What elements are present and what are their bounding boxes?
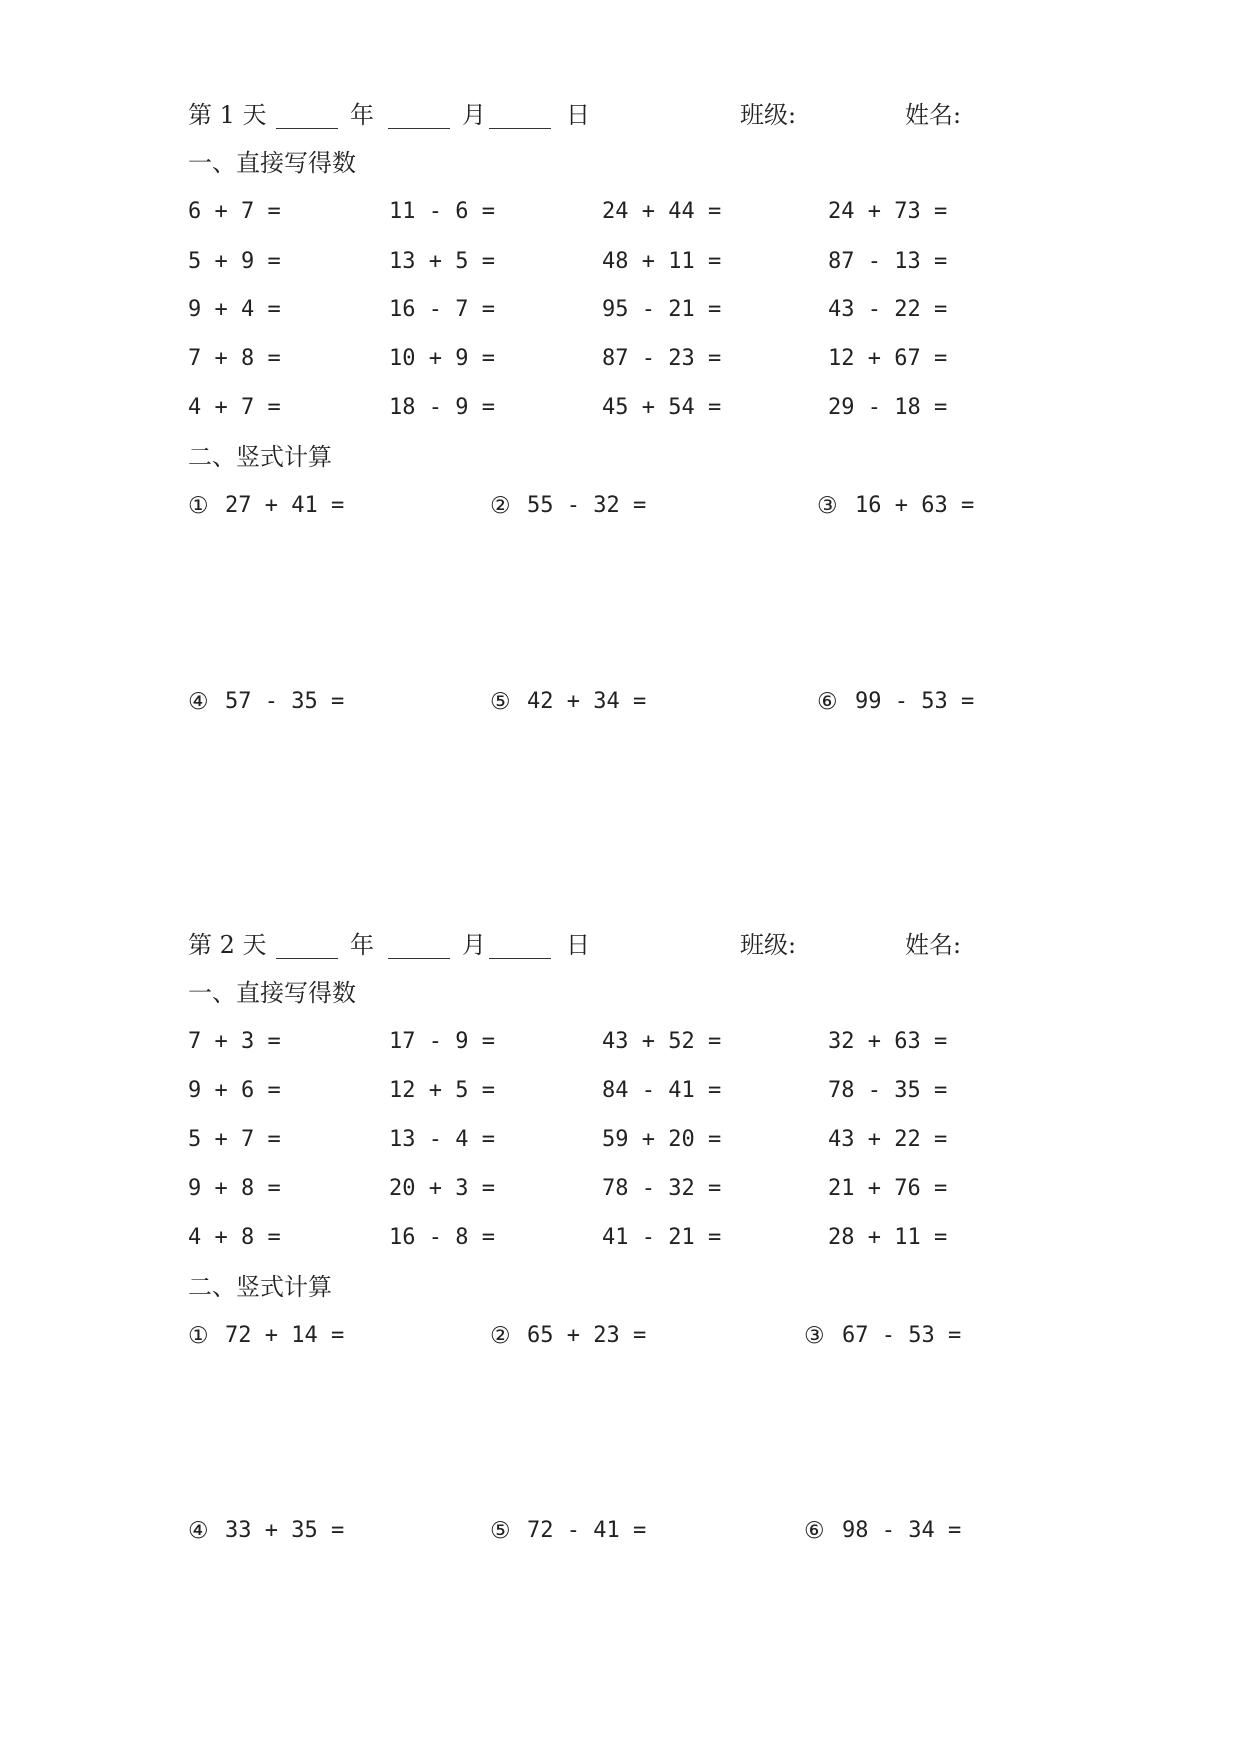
oral-problem: 13 + 5 = xyxy=(389,249,495,274)
year-blank[interactable] xyxy=(276,958,338,959)
oral-problem: 20 + 3 = xyxy=(389,1176,495,1201)
vertical-problem: 57 - 35 = xyxy=(225,689,345,714)
oral-problem: 21 + 76 = xyxy=(828,1176,948,1201)
oral-problem: 7 + 8 = xyxy=(188,346,281,371)
problem-number: ⑥ xyxy=(817,689,838,715)
vertical-problem: 16 + 63 = xyxy=(855,493,975,518)
month-blank[interactable] xyxy=(388,128,450,129)
date-blank[interactable] xyxy=(489,958,551,959)
oral-problem: 18 - 9 = xyxy=(389,395,495,420)
month-label: 月 xyxy=(462,931,486,959)
oral-problem: 87 - 23 = xyxy=(602,346,722,371)
oral-problem: 43 + 22 = xyxy=(828,1127,948,1152)
month-blank[interactable] xyxy=(388,958,450,959)
oral-problem: 13 - 4 = xyxy=(389,1127,495,1152)
oral-problem: 78 - 35 = xyxy=(828,1078,948,1103)
day-1-section xyxy=(0,0,1240,840)
vertical-problem: 42 + 34 = xyxy=(527,689,647,714)
oral-problem: 48 + 11 = xyxy=(602,249,722,274)
section-2-title: 二、竖式计算 xyxy=(188,1273,332,1301)
year-label: 年 xyxy=(350,931,374,959)
oral-problem: 11 - 6 = xyxy=(389,199,495,224)
name-label: 姓名: xyxy=(905,101,962,129)
oral-problem: 95 - 21 = xyxy=(602,297,722,322)
oral-problem: 9 + 6 = xyxy=(188,1078,281,1103)
problem-number: ⑥ xyxy=(804,1518,825,1544)
problem-number: ④ xyxy=(188,689,209,715)
section-1-title: 一、直接写得数 xyxy=(188,979,356,1007)
oral-problem: 7 + 3 = xyxy=(188,1029,281,1054)
oral-problem: 6 + 7 = xyxy=(188,199,281,224)
vertical-problem: 67 - 53 = xyxy=(842,1323,962,1348)
problem-number: ① xyxy=(188,493,209,519)
oral-problem: 5 + 9 = xyxy=(188,249,281,274)
problem-number: ② xyxy=(490,493,511,519)
problem-number: ④ xyxy=(188,1518,209,1544)
problem-number: ⑤ xyxy=(490,1518,511,1544)
date-blank[interactable] xyxy=(489,128,551,129)
oral-problem: 9 + 8 = xyxy=(188,1176,281,1201)
vertical-problem: 33 + 35 = xyxy=(225,1518,345,1543)
year-blank[interactable] xyxy=(276,128,338,129)
vertical-problem: 99 - 53 = xyxy=(855,689,975,714)
oral-problem: 10 + 9 = xyxy=(389,346,495,371)
oral-problem: 28 + 11 = xyxy=(828,1225,948,1250)
vertical-problem: 72 + 14 = xyxy=(225,1323,345,1348)
oral-problem: 5 + 7 = xyxy=(188,1127,281,1152)
vertical-problem: 65 + 23 = xyxy=(527,1323,647,1348)
oral-problem: 16 - 8 = xyxy=(389,1225,495,1250)
oral-problem: 84 - 41 = xyxy=(602,1078,722,1103)
day-label: 第 2 天 xyxy=(188,931,267,959)
month-label: 月 xyxy=(462,101,486,129)
vertical-problem: 98 - 34 = xyxy=(842,1518,962,1543)
day-suffix-label: 日 xyxy=(566,101,590,129)
vertical-problem: 55 - 32 = xyxy=(527,493,647,518)
oral-problem: 29 - 18 = xyxy=(828,395,948,420)
day-suffix-label: 日 xyxy=(566,931,590,959)
oral-problem: 16 - 7 = xyxy=(389,297,495,322)
problem-number: ③ xyxy=(817,493,838,519)
oral-problem: 59 + 20 = xyxy=(602,1127,722,1152)
problem-number: ① xyxy=(188,1323,209,1349)
oral-problem: 32 + 63 = xyxy=(828,1029,948,1054)
vertical-problem: 27 + 41 = xyxy=(225,493,345,518)
oral-problem: 24 + 44 = xyxy=(602,199,722,224)
oral-problem: 12 + 67 = xyxy=(828,346,948,371)
class-label: 班级: xyxy=(740,101,797,129)
oral-problem: 43 + 52 = xyxy=(602,1029,722,1054)
oral-problem: 87 - 13 = xyxy=(828,249,948,274)
section-1-title: 一、直接写得数 xyxy=(188,149,356,177)
day-label: 第 1 天 xyxy=(188,101,267,129)
vertical-problem: 72 - 41 = xyxy=(527,1518,647,1543)
oral-problem: 41 - 21 = xyxy=(602,1225,722,1250)
oral-problem: 12 + 5 = xyxy=(389,1078,495,1103)
class-label: 班级: xyxy=(740,931,797,959)
oral-problem: 45 + 54 = xyxy=(602,395,722,420)
oral-problem: 9 + 4 = xyxy=(188,297,281,322)
problem-number: ⑤ xyxy=(490,689,511,715)
name-label: 姓名: xyxy=(905,931,962,959)
oral-problem: 17 - 9 = xyxy=(389,1029,495,1054)
oral-problem: 4 + 8 = xyxy=(188,1225,281,1250)
problem-number: ③ xyxy=(804,1323,825,1349)
oral-problem: 24 + 73 = xyxy=(828,199,948,224)
section-2-title: 二、竖式计算 xyxy=(188,443,332,471)
oral-problem: 4 + 7 = xyxy=(188,395,281,420)
year-label: 年 xyxy=(350,101,374,129)
oral-problem: 78 - 32 = xyxy=(602,1176,722,1201)
problem-number: ② xyxy=(490,1323,511,1349)
oral-problem: 43 - 22 = xyxy=(828,297,948,322)
day-2-section xyxy=(0,835,1240,1675)
